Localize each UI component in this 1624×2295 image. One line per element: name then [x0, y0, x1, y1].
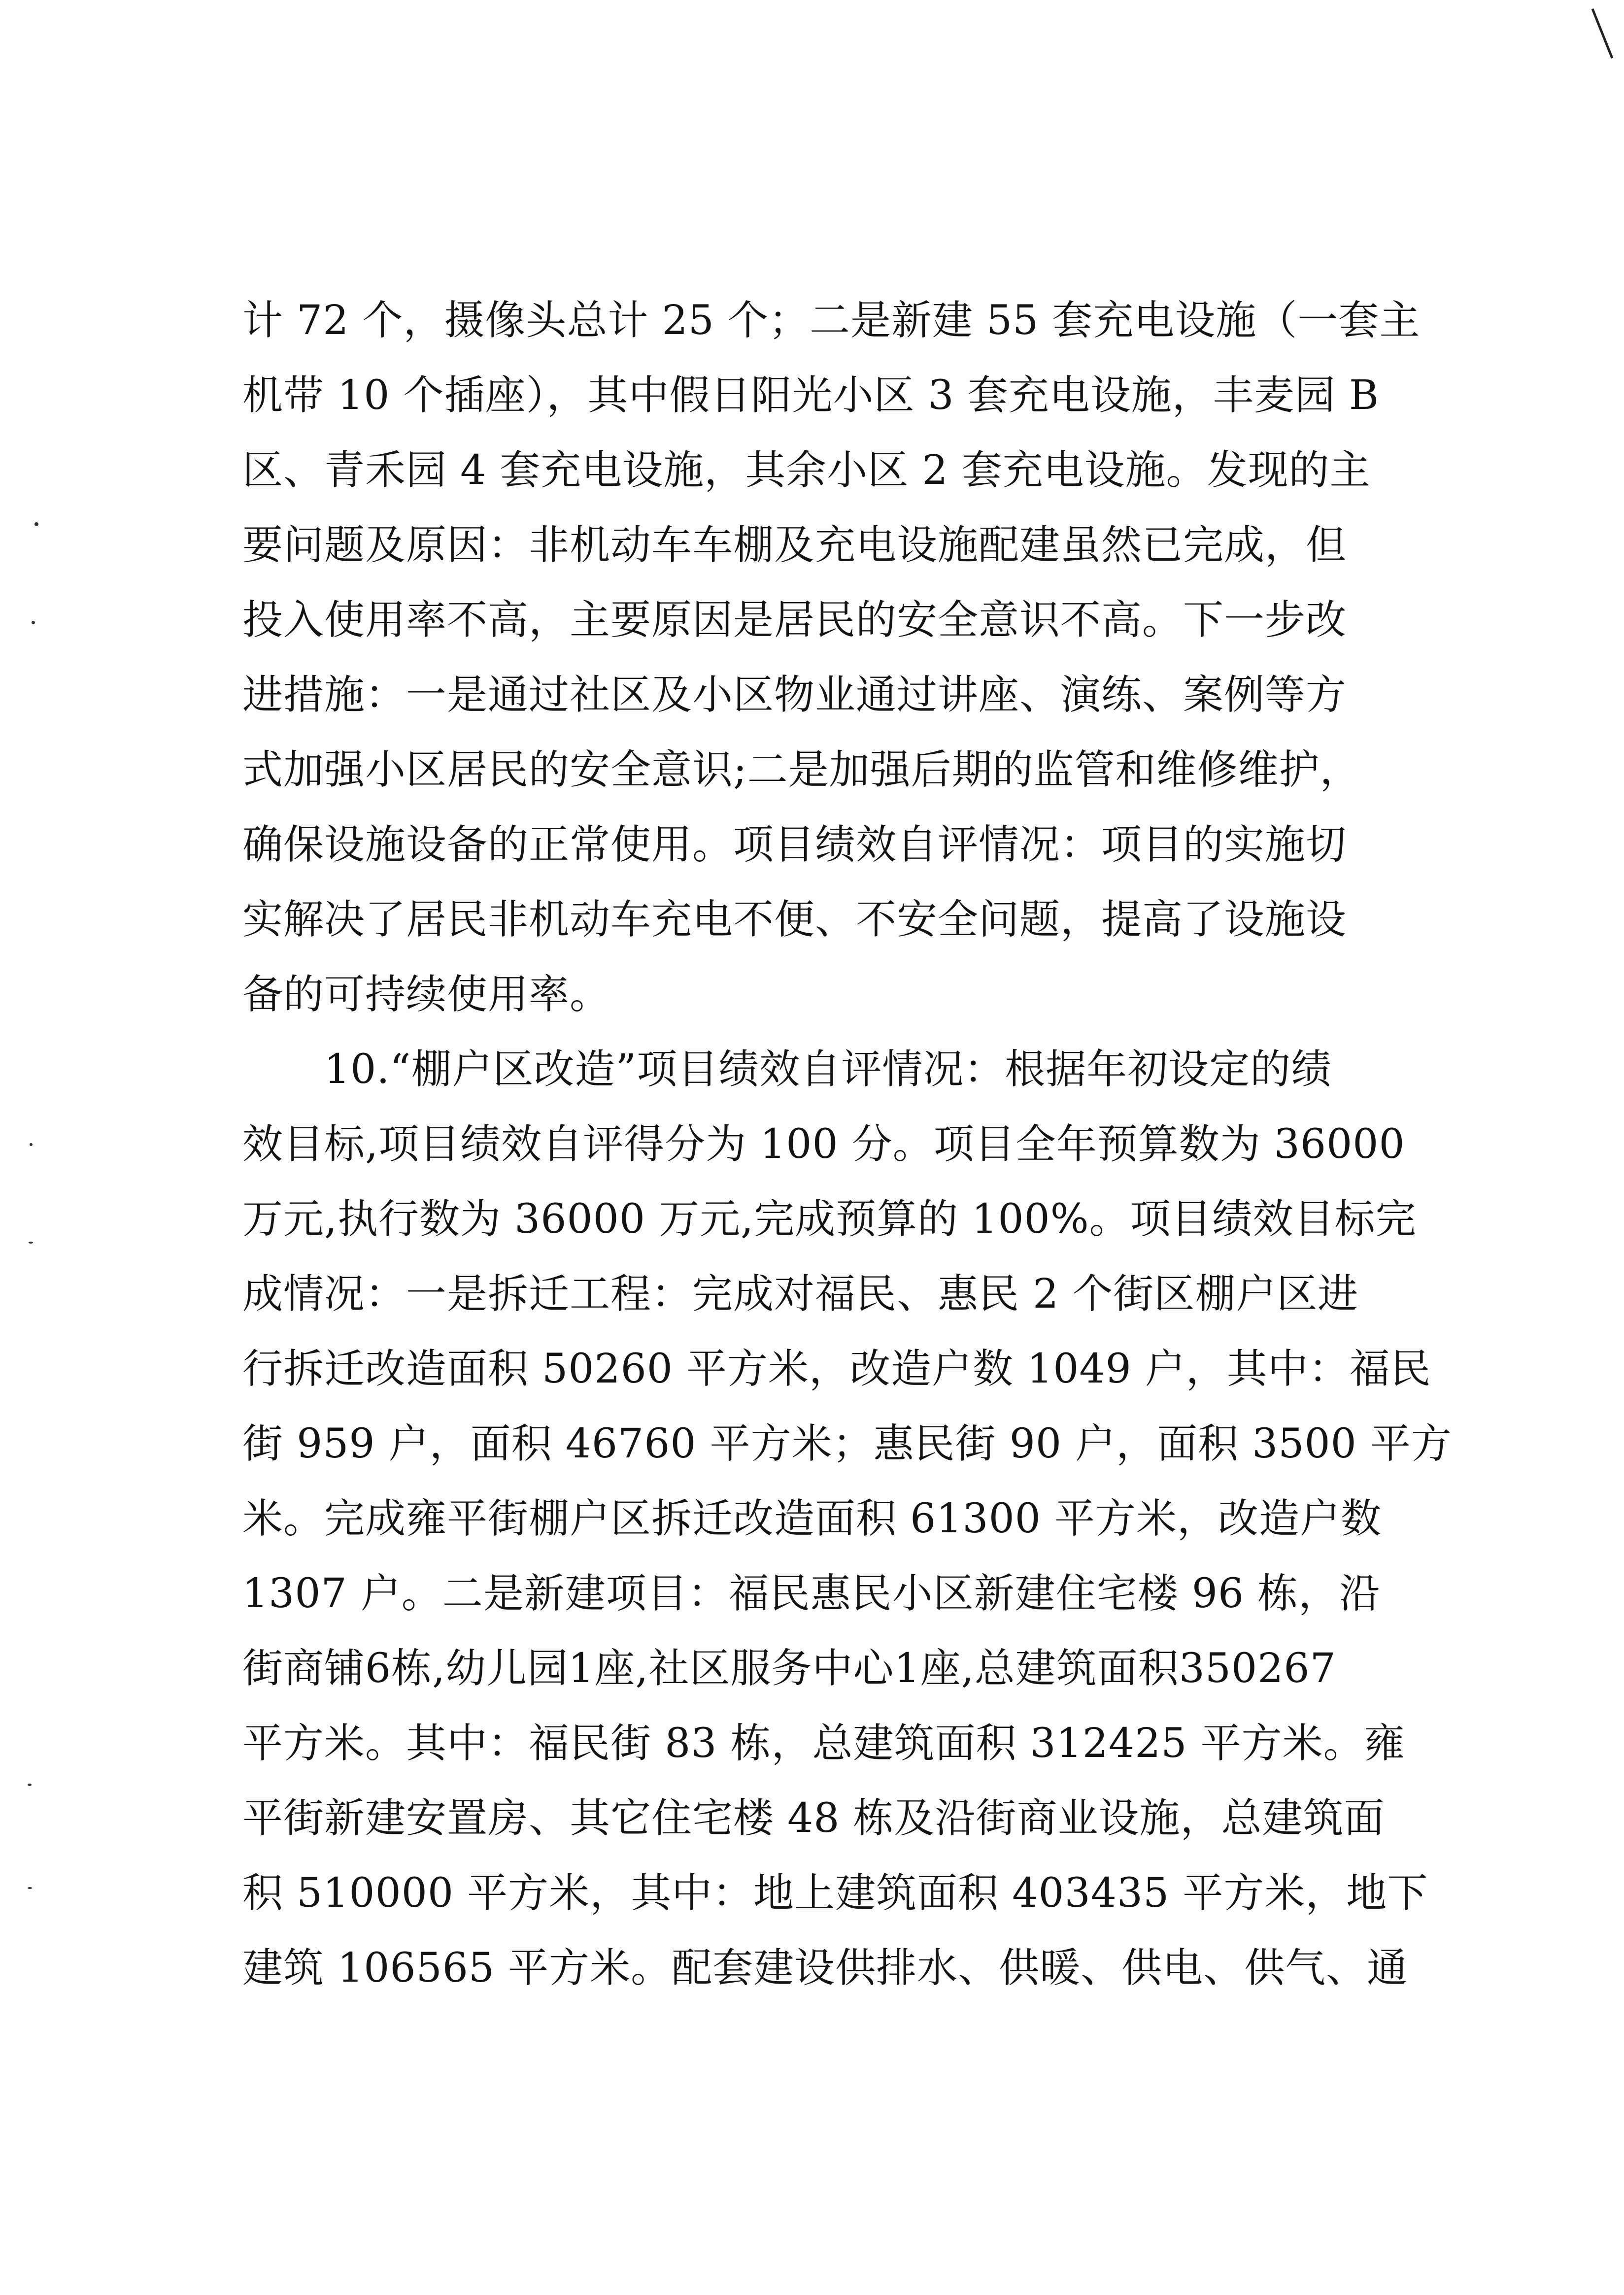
scan-speck	[28, 1887, 32, 1889]
text-line: 10.“棚户区改造”项目绩效自评情况：根据年初设定的绩	[242, 1046, 1332, 1093]
text-line: 计 72 个，摄像头总计 25 个；二是新建 55 套充电设施（一套主	[242, 297, 1421, 344]
text-line: 积 510000 平方米，其中：地上建筑面积 403435 平方米，地下	[242, 1870, 1428, 1917]
text-line: 实解决了居民非机动车充电不便、不安全问题，提高了设施设	[242, 896, 1347, 943]
text-line: 确保设施设备的正常使用。项目绩效自评情况：项目的实施切	[242, 821, 1347, 868]
text-line: 式加强小区居民的安全意识;二是加强后期的监管和维修维护，	[242, 746, 1361, 793]
scan-speck	[32, 621, 35, 624]
text-line: 1307 户。二是新建项目：福民惠民小区新建住宅楼 96 栋，沿	[242, 1570, 1381, 1617]
text-line: 米。完成雍平街棚户区拆迁改造面积 61300 平方米，改造户数	[242, 1495, 1382, 1542]
text-line: 效目标,项目绩效自评得分为 100 分。项目全年预算数为 36000	[242, 1121, 1405, 1168]
text-line: 行拆迁改造面积 50260 平方米，改造户数 1049 户，其中：福民	[242, 1346, 1431, 1392]
text-line: 要问题及原因：非机动车车棚及充电设施配建虽然已完成，但	[242, 522, 1347, 569]
scan-stroke-icon	[1592, 9, 1622, 68]
text-line: 区、青禾园 4 套充电设施，其余小区 2 套充电设施。发现的主	[242, 447, 1371, 494]
text-line: 街 959 户，面积 46760 平方米；惠民街 90 户，面积 3500 平方	[242, 1420, 1452, 1467]
text-line: 万元,执行数为 36000 万元,完成预算的 100%。项目绩效目标完	[242, 1196, 1417, 1243]
text-line: 机带 10 个插座），其中假日阳光小区 3 套充电设施，丰麦园 B	[242, 372, 1380, 419]
scan-speck	[30, 1143, 33, 1146]
scan-speck	[29, 1242, 33, 1244]
scan-stroke-mark	[1592, 9, 1596, 58]
text-line: 建筑 106565 平方米。配套建设供排水、供暖、供电、供气、通	[242, 1945, 1408, 1991]
text-line: 平街新建安置房、其它住宅楼 48 栋及沿街商业设施，总建筑面	[242, 1795, 1385, 1842]
document-body	[242, 283, 1452, 2006]
text-line: 成情况：一是拆迁工程：完成对福民、惠民 2 个街区棚户区进	[242, 1271, 1359, 1317]
scan-speck	[28, 1784, 32, 1786]
text-line: 投入使用率不高，主要原因是居民的安全意识不高。下一步改	[242, 597, 1347, 643]
scan-speck	[34, 522, 38, 526]
text-line: 街商铺6栋,幼儿园1座,社区服务中心1座,总建筑面积350267	[242, 1645, 1336, 1692]
text-line: 进措施：一是通过社区及小区物业通过讲座、演练、案例等方	[242, 672, 1347, 718]
text-line: 备的可持续使用率。	[242, 971, 611, 1018]
paragraph-1	[242, 283, 1421, 1032]
text-line: 平方米。其中：福民街 83 栋，总建筑面积 312425 平方米。雍	[242, 1720, 1405, 1767]
paragraph-2	[242, 1032, 1452, 2006]
